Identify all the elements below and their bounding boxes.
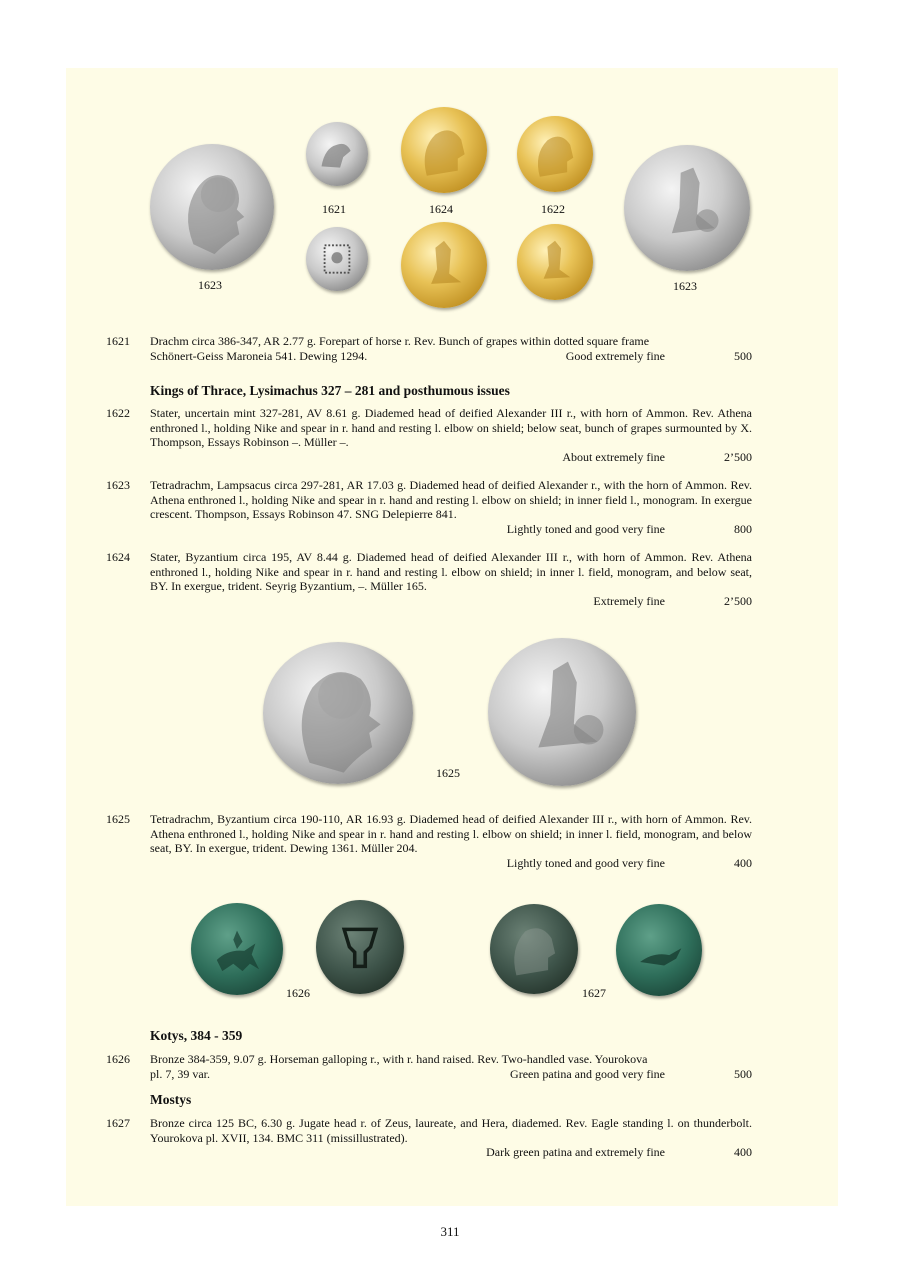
lot-description: Drachm circa 386-347, AR 2.77 g. Forepart of horse r. Rev. Bunch of grapes within dotted square frame	[150, 334, 650, 348]
caption-1622: 1622	[541, 202, 565, 216]
caption-1621: 1621	[322, 202, 346, 216]
lot-price: 2’500	[724, 593, 752, 608]
coin-1623-reverse	[624, 145, 750, 271]
caption-1625: 1625	[436, 766, 460, 780]
coin-1625-reverse	[488, 638, 636, 786]
lot-price: 500	[734, 1066, 752, 1081]
lot-description: Stater, Byzantium circa 195, AV 8.44 g. Diademed head of deified Alexander III r., with horn of Ammon. Rev. Athena enthroned l., holding Nike and spear in r. hand and resting l. elbow on shield; in inner l. field, monogram, and below seat, BY. In exergue, trident. Seyrig Byzantium, –. Müller 165.	[150, 550, 752, 594]
lot-grade: About extremely fine	[562, 449, 665, 464]
lot-grade: Dark green patina and extremely fine	[486, 1145, 665, 1160]
lot-1625	[106, 812, 752, 871]
coin-1624-obverse	[401, 107, 487, 193]
lot-1621	[106, 334, 752, 364]
lot-grade: Extremely fine	[593, 593, 665, 608]
lot-grade-line	[150, 1145, 752, 1160]
coin-1622-reverse	[517, 224, 593, 300]
lot-number: 1627	[106, 1116, 130, 1130]
lot-1626	[106, 1052, 752, 1082]
lot-description-tail: Schönert-Geiss Maroneia 541. Dewing 1294.	[150, 348, 368, 363]
coin-1625-obverse	[263, 642, 413, 784]
coin-1622-obverse	[517, 116, 593, 192]
coin-1621-obverse	[306, 122, 368, 186]
coin-1623-obverse	[150, 144, 274, 270]
lot-grade-line	[150, 856, 752, 871]
lot-grade: Green patina and good very fine	[510, 1066, 665, 1081]
coin-1627-obverse	[490, 904, 578, 994]
coin-1626-reverse	[316, 900, 404, 994]
lot-grade: Good extremely fine	[565, 348, 665, 363]
lot-grade-line	[150, 1067, 752, 1082]
caption-1623-left: 1623	[198, 278, 222, 292]
lot-description: Bronze 384-359, 9.07 g. Horseman galloping r., with r. hand raised. Rev. Two-handled vase. Yourokova	[150, 1052, 648, 1066]
coin-1626-obverse	[191, 903, 283, 995]
caption-1626: 1626	[286, 986, 310, 1000]
lot-1623	[106, 478, 752, 537]
lot-number: 1623	[106, 478, 130, 492]
lot-grade-line	[150, 450, 752, 465]
heading-kotys: Kotys, 384 - 359	[150, 1028, 243, 1043]
lot-description-tail: pl. 7, 39 var.	[150, 1066, 210, 1081]
lot-grade: Lightly toned and good very fine	[506, 855, 665, 870]
lot-description: Tetradrachm, Byzantium circa 190-110, AR 16.93 g. Diademed head of deified Alexander III r., with horn of Ammon. Rev. Athena enthroned l., holding Nike and spear in r. hand and resting l. elbow on shield; in inner l. field, monogram, and below seat, BY. In exergue, trident. Dewing 1361. Müller 204.	[150, 812, 752, 856]
lot-grade-line	[150, 522, 752, 537]
lot-price: 2’500	[724, 449, 752, 464]
page-number: 311	[440, 1224, 460, 1239]
lot-number: 1621	[106, 334, 130, 348]
lot-number: 1626	[106, 1052, 130, 1066]
lot-price: 500	[734, 348, 752, 363]
lot-description: Tetradrachm, Lampsacus circa 297-281, AR 17.03 g. Diademed head of deified Alexander r., with the horn of Ammon. Rev. Athena enthroned l., holding Nike and spear in r. hand and resting l. elbow on shield; in inner field l., monogram. In exergue crescent. Thompson, Essays Robinson 47. SNG Delepierre 841.	[150, 478, 752, 522]
lot-grade-line	[150, 594, 752, 609]
lot-grade: Lightly toned and good very fine	[506, 521, 665, 536]
lot-1624	[106, 550, 752, 609]
caption-1623-right: 1623	[673, 279, 697, 293]
coin-1627-reverse	[616, 904, 702, 996]
lot-1627	[106, 1116, 752, 1160]
lot-price: 800	[734, 521, 752, 536]
caption-1627: 1627	[582, 986, 606, 1000]
lot-description: Bronze circa 125 BC, 6.30 g. Jugate head r. of Zeus, laureate, and Hera, diademed. Rev. Eagle standing l. on thunderbolt. Yourokova pl. XVII, 134. BMC 311 (missillustrated).	[150, 1116, 752, 1145]
lot-price: 400	[734, 1145, 752, 1160]
lot-number: 1624	[106, 550, 130, 564]
lot-grade-line	[150, 349, 752, 364]
heading-mostys: Mostys	[150, 1092, 192, 1107]
lot-price: 400	[734, 855, 752, 870]
lot-description: Stater, uncertain mint 327-281, AV 8.61 g. Diademed head of deified Alexander III r., with horn of Ammon. Rev. Athena enthroned l., holding Nike and spear in r. hand and resting l. elbow on shield; below seat, bunch of grapes surmounted by X. Thompson, Essays Robinson –. Müller –.	[150, 406, 752, 450]
heading-lysimachus: Kings of Thrace, Lysimachus 327 – 281 and posthumous issues	[150, 383, 510, 398]
lot-1622	[106, 406, 752, 465]
coin-1621-reverse	[306, 227, 368, 291]
lot-number: 1622	[106, 406, 130, 420]
caption-1624: 1624	[429, 202, 453, 216]
lot-number: 1625	[106, 812, 130, 826]
coin-1624-reverse	[401, 222, 487, 308]
